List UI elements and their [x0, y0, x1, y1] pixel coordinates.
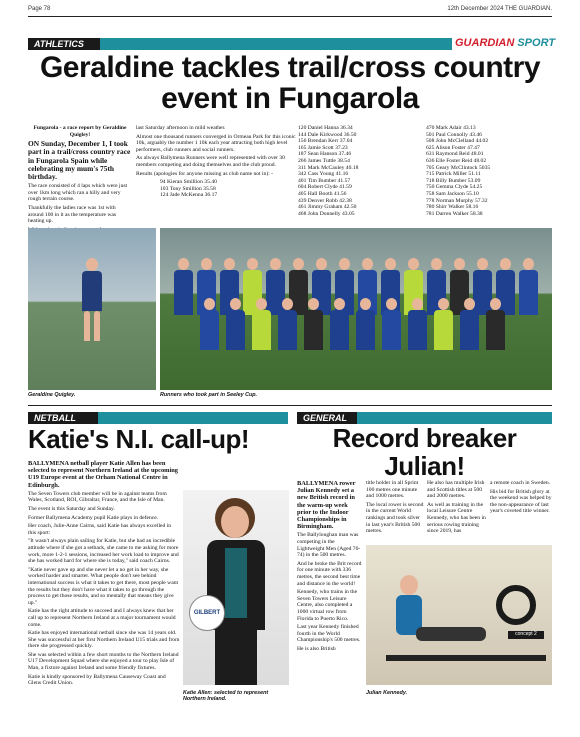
athletics-col2-p3: As always Ballymena Runners were well represented with over 30 members competing and doing themselves and the club proud.: [136, 155, 285, 168]
runner-head: [256, 298, 267, 310]
netball-p8: Katie has enjoyed international netball since she was 14 years old. She was successful at her first Northern Ireland U15 trials and from there she progressed quickly.: [28, 630, 180, 650]
caption-geraldine: Geraldine Quigley.: [28, 392, 76, 398]
runner-body: [382, 310, 401, 350]
runner-body: [200, 310, 219, 350]
rower-rail: [386, 655, 546, 661]
result-row: 94 Kieran Smillion 35.40: [160, 179, 217, 186]
page-number: Page 78: [28, 6, 51, 12]
results-list-b: [298, 125, 422, 217]
result-row: 705 Geary McClintock 5035: [426, 164, 491, 171]
runner-head: [362, 258, 373, 270]
result-row: 401 Tim Bumber 41.57: [298, 177, 351, 184]
kit-stripe: [225, 548, 247, 618]
geraldine-photo: [28, 228, 156, 390]
netball-column: [28, 460, 180, 689]
result-row: 342 Cass Young 41.16: [298, 171, 349, 178]
general-p11: His bid for British glory at the weekend was helped by the non-appearance of last year's coveted title winner.: [490, 488, 552, 515]
runner-head: [316, 258, 327, 270]
athletics-headline: Geraldine tackles trail/cross country event in Fungarola: [39, 51, 541, 115]
runner-body: [356, 310, 375, 350]
runner-head: [431, 258, 442, 270]
runner-head: [282, 298, 293, 310]
julian-photo: [366, 545, 552, 685]
seeley-group-photo: [160, 228, 552, 390]
runner-body: [174, 270, 193, 315]
result-row: 604 Robert Clyde 41.59: [298, 184, 352, 191]
runner-head: [464, 298, 475, 310]
runner-body: [473, 270, 492, 315]
runner-body: [486, 310, 505, 350]
general-column-4: [490, 480, 552, 517]
runner-head: [334, 298, 345, 310]
general-column-1: [297, 480, 363, 655]
runner-body: [304, 310, 323, 350]
result-row: 778 Norman Murphy 57.32: [426, 197, 488, 204]
general-lead: BALLYMENA rower Julian Kennedy set a new British record in the warm-up week prior to the Indoor Championships in Birmingham.: [297, 480, 356, 531]
runner-body: [330, 310, 349, 350]
rower-flywheel: [496, 585, 536, 625]
runner-head: [500, 258, 511, 270]
julian-head: [400, 575, 418, 595]
section-general: GENERAL: [297, 412, 357, 424]
result-row: 750 Gemma Clyde 54.25: [426, 184, 483, 191]
general-p9: As well as training in the local Leisure Centre Kennedy, who has been in serious rowing training since 2019, has: [427, 501, 486, 535]
runner-head: [523, 258, 534, 270]
general-p5: He is also British: [297, 645, 336, 652]
general-p8: He also has multiple Irish and Scottish titles at 500 and 2000 metres.: [427, 480, 485, 500]
section-divider: [28, 405, 552, 406]
athletics-lead: ON Sunday, December 1, I took part in a trail/cross country race in Fungarola Spain while celebrating my mum's 75th birthday.: [28, 139, 131, 181]
runner-body: [289, 270, 308, 315]
runner-head: [204, 298, 215, 310]
results-list-c: [426, 125, 552, 217]
caption-julian: Julian Kennedy.: [366, 690, 408, 696]
netball-headline: Katie's N.I. call-up!: [28, 424, 250, 454]
result-row: 266 James Tuttle 38.54: [298, 157, 350, 164]
result-row: 439 Denver Robb 42.38: [298, 197, 352, 204]
runner-head: [293, 258, 304, 270]
skirt: [215, 630, 257, 685]
result-row: 156 Brendan Kerr 37.04: [298, 138, 353, 145]
general-p3: Kennedy, who trains in the Seven Towers Leisure Centre, also completed a 1000 virtual row from Florida to Puerto Rico.: [297, 589, 358, 622]
issue-date: 12th December 2024 THE GUARDIAN.: [447, 6, 552, 12]
result-row: 187 Sean Hanson 37.46: [298, 151, 352, 158]
runner-head: [385, 258, 396, 270]
athletics-col2-p2: Almost one thousand runners converged in Ormeau Park for this iconic 10k, arguably the number 1 10k each year attracting both high level performers, club runners and social runners.: [136, 133, 296, 153]
general-column-2: [366, 480, 424, 537]
result-row: 103 Tony Smillion 35.58: [160, 185, 216, 192]
result-row: 631 Raymond Reid 48.01: [426, 151, 484, 158]
result-row: 781 Darren Walker 58.38: [426, 210, 483, 217]
brand-logo: [455, 37, 555, 49]
result-row: 461 Jimmy Graham 42.50: [298, 204, 357, 211]
netball-p6: "Katie never gave up and she never let a no get in her way, she worked harder and smarter. What people don't see behind international success is what it takes to get there, most people want the results but they don't have what it takes to go through the process to get those results, and so mentally that means they give up.": [28, 566, 179, 606]
brand-sport: SPORT: [517, 37, 556, 49]
rower-brand: concept 2: [508, 631, 544, 639]
runner-body: [278, 310, 297, 350]
runner-head: [454, 258, 465, 270]
athletics-p2: Thankfully the ladies race was 1st with around 100 in it as the temperature was heating up.: [28, 204, 117, 225]
runner-body: [252, 310, 271, 350]
caption-katie: Katie Allen: selected to represent Northern Ireland.: [183, 690, 269, 703]
section-netball: NETBALL: [28, 412, 98, 424]
byline: Fungarola - a race report by Geraldine Quigley!: [33, 125, 127, 138]
runner-head: [360, 298, 371, 310]
top-rule: [28, 16, 552, 17]
runner-head: [408, 258, 419, 270]
runner-head: [247, 258, 258, 270]
result-row: 501 Paul Connolly 43.46: [426, 131, 482, 138]
result-row: 715 Patrick Miller 51.11: [426, 171, 481, 178]
runner-head: [412, 298, 423, 310]
masthead: [28, 6, 552, 16]
general-p10: a remote coach in Sweden.: [490, 480, 551, 486]
runner-head: [490, 298, 501, 310]
section-bar-netball: [98, 412, 288, 424]
result-row: 758 Sam Jackson 55.10: [426, 190, 479, 197]
general-p7: The local rower is second in the current World rankings and took silver in last year's British 500 metres.: [366, 501, 424, 535]
runner-leg: [94, 311, 100, 341]
netball-p1: The Seven Towers club member will be in against teams from Wales, Scotland, ROI, Gibraltar, France, and the Isle of Man.: [28, 490, 167, 504]
athletics-p1: The race consisted of 4 laps which were just over 1km long which ran a hilly and very rough terrain course.: [28, 183, 128, 203]
result-row: 636 Elle Foster Reid 48.02: [426, 157, 487, 164]
general-p4: Last year Kennedy finished fourth in the World Championship's 500 metres.: [297, 624, 361, 644]
result-row: 311 Mark McCauley 40.18: [298, 164, 359, 171]
result-row: 124 Jade McKenna 36.17: [160, 192, 218, 199]
netball-p2: The event is this Saturday and Sunday.: [28, 506, 115, 512]
runner-body: [266, 270, 285, 315]
runner-head: [178, 258, 189, 270]
runner-head: [86, 258, 98, 271]
runner-body: [226, 310, 245, 350]
runner-head: [438, 298, 449, 310]
katie-photo: [183, 490, 289, 685]
section-athletics: ATHLETICS: [28, 38, 100, 50]
brand-guardian: GUARDIAN: [455, 37, 515, 49]
runner-head: [230, 298, 241, 310]
result-row: 468 John Donnelly 43.05: [298, 210, 355, 217]
netball-lead: BALLYMENA netball player Katie Allen has been selected to represent Northern Ireland at the upcoming U19 Europe event at the Orham National Centre in Edinburgh.: [28, 460, 178, 489]
runner-body: [82, 271, 102, 311]
netball-ball: GILBERT: [189, 595, 225, 631]
general-p6: title holder in all Sprint 100 metres one minute and 1000 metres.: [366, 480, 419, 500]
general-headline: Record breaker Julian!: [332, 423, 517, 481]
caption-group: Runners who took part in Seeley Cup.: [160, 392, 258, 398]
netball-p3: Former Ballymena Academy pupil Katie plays in defence.: [28, 514, 159, 521]
result-row: 165 Jamie Scott 37.23: [298, 144, 348, 151]
julian-legs: [416, 627, 486, 641]
runner-body: [408, 310, 427, 350]
result-row: 780 Shirr Walker 58.16: [426, 204, 479, 211]
result-row: 625 Alison Foster 47.47: [426, 144, 480, 151]
result-row: 405 Hall Booth 41.56: [298, 190, 347, 197]
result-row: 470 Mark Adair 43.13: [426, 125, 476, 131]
netball-p4: Her coach, Julie-Anne Cairns, said Katie has always excelled in this sport:: [28, 523, 172, 536]
result-row: 144 Dale Kirkwood 36.50: [298, 131, 357, 138]
result-row: 718 Billy Bumber 53.09: [426, 177, 481, 184]
netball-p7: Katie has the right attitude to succeed and I always knew that her call up to represent Northern Ireland at a major tournament would come.: [28, 608, 176, 628]
results-list-a: [136, 179, 296, 199]
runner-head: [477, 258, 488, 270]
runner-head: [339, 258, 350, 270]
katie-face: [221, 506, 249, 538]
section-bar-athletics: [100, 38, 452, 50]
runner-head: [386, 298, 397, 310]
result-row: 120 Daniel Hanna 36.34: [298, 125, 353, 131]
athletics-col2-p4: Results (apologies for anyone missing as club name not in): -: [136, 170, 274, 177]
athletics-column-2: [136, 125, 296, 199]
runner-body: [519, 270, 538, 315]
general-column-3: [427, 480, 487, 537]
runner-head: [224, 258, 235, 270]
result-row: 508 John McClelland 44.02: [426, 138, 489, 145]
runner-body: [460, 310, 479, 350]
netball-p5: "It wasn't always plain sailing for Katie, but she had an incredible attitude where if she got a setback, she came to me asking for more work, more 1-2-1 sessions, increased her work load to improve and she has worked hard for where she is today," said coach Cairns.: [28, 538, 179, 565]
runner-head: [308, 298, 319, 310]
runner-leg: [84, 311, 90, 341]
general-p1: The Ballyloughan man was competing in the Lightweight Men (Aged 70-74) in the 500 metres.: [297, 532, 361, 559]
runner-head: [201, 258, 212, 270]
athletics-col2-p1: last Saturday afternoon in mild weather.: [136, 125, 226, 131]
general-p2: And he broke the Brit record for one minute with 336 metres, the second best time and distance in the world!: [297, 560, 362, 587]
runner-head: [270, 258, 281, 270]
netball-p10: Katie is kindly sponsored by Ballymena Causeway Coast and Glens Credit Union.: [28, 673, 166, 687]
runner-body: [434, 310, 453, 350]
netball-p9: She was selected within a few short months to the Northern Ireland U17 Development Squad where she enjoyed a tour to play Isle of Man, a fixture against Ireland and some friendly fixtures.: [28, 651, 179, 672]
